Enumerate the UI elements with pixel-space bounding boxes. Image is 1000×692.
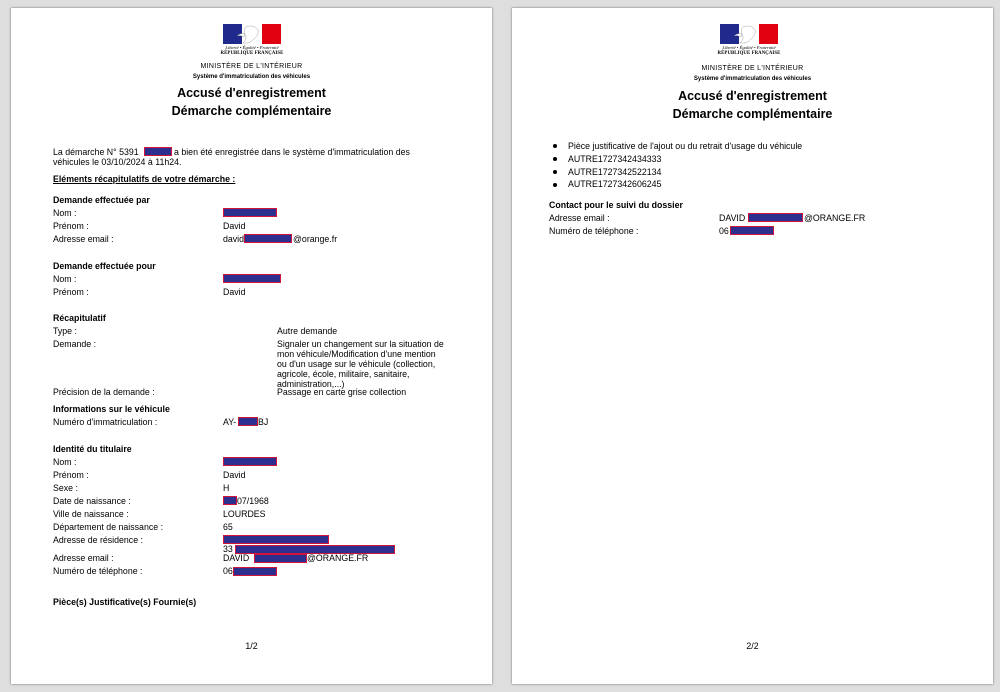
holder-nom-label: Nom : [53, 457, 77, 467]
list-item: AUTRE1727342522134 [542, 166, 802, 179]
intro-line-1a: La démarche N° 5391 [53, 147, 139, 157]
redaction [748, 213, 803, 222]
recap-heading: Récapitulatif [53, 313, 106, 323]
requested-by-prenom-label: Prénom : [53, 221, 89, 231]
contact-email-suffix: @ORANGE.FR [804, 213, 866, 223]
redaction [223, 274, 281, 283]
recap-demande-line: mon véhicule/Modification d'une mention [277, 349, 436, 359]
contact-phone-prefix: 06 [719, 226, 729, 236]
vehicle-immat-label: Numéro d'immatriculation : [53, 417, 158, 427]
recap-precision-value: Passage en carte grise collection [277, 387, 407, 397]
holder-dept-value: 65 [223, 522, 233, 532]
marianne-logo: Liberté • Égalité • Fraternité RÉPUBLIQUE FRANÇAISE [717, 24, 781, 64]
contact-phone-label: Numéro de téléphone : [549, 226, 639, 236]
vehicle-heading: Informations sur le véhicule [53, 404, 170, 414]
french-flag-icon [223, 24, 281, 44]
recap-type-label: Type : [53, 326, 77, 336]
recap-demande-line: administration,...) [277, 379, 345, 389]
document-title: Accusé d'enregistrement [678, 89, 827, 103]
holder-address-label: Adresse de résidence : [53, 535, 143, 545]
intro-line-1b: a bien été enregistrée dans le système d'immatriculation des [174, 147, 410, 157]
redaction [233, 567, 277, 576]
vehicle-immat-suffix: BJ [258, 417, 269, 427]
docs-heading: Pièce(s) Justificative(s) Fournie(s) [53, 597, 197, 607]
holder-dept-label: Département de naissance : [53, 522, 164, 532]
requested-by-email-prefix: david [223, 234, 245, 244]
holder-dob-value: 07/1968 [237, 496, 269, 506]
recap-type-value: Autre demande [277, 326, 338, 336]
document-subtitle: Démarche complémentaire [171, 104, 332, 118]
holder-phone-label: Numéro de téléphone : [53, 566, 143, 576]
holder-sexe-value: H [223, 483, 230, 493]
requested-for-heading: Demande effectuée pour [53, 261, 156, 271]
holder-email-prefix: DAVID [223, 553, 250, 563]
redaction [223, 208, 277, 217]
contact-email-prefix: DAVID [719, 213, 746, 223]
redaction [223, 535, 329, 544]
vehicle-immat-prefix: AY- [223, 417, 237, 427]
page-number: 1/2 [245, 641, 258, 651]
document-page-1 [11, 8, 492, 684]
requested-by-email-label: Adresse email : [53, 234, 114, 244]
recap-demande-line: ou d'un usage sur le véhicule (collection, [277, 359, 436, 369]
contact-heading: Contact pour le suivi du dossier [549, 200, 683, 210]
holder-dob-label: Date de naissance : [53, 496, 131, 506]
contact-email-label: Adresse email : [549, 213, 610, 223]
documents-list [542, 140, 802, 191]
document-subtitle: Démarche complémentaire [672, 107, 833, 121]
list-item: AUTRE1727342434333 [542, 153, 802, 166]
holder-city-value: LOURDES [223, 509, 266, 519]
holder-email-suffix: @ORANGE.FR [307, 553, 369, 563]
document-page-2 [512, 8, 993, 684]
redaction [244, 234, 292, 243]
requested-by-prenom-value: David [223, 221, 246, 231]
system-label: Système d'immatriculation des véhicules [693, 76, 812, 82]
intro-line-2: véhicules le 03/10/2024 à 11h24. [53, 157, 182, 167]
marianne-logo: Liberté • Égalité • Fraternité RÉPUBLIQUE FRANÇAISE [220, 24, 284, 64]
holder-heading: Identité du titulaire [53, 444, 132, 454]
list-item: AUTRE1727342606245 [542, 178, 802, 191]
holder-city-label: Ville de naissance : [53, 509, 129, 519]
document-title: Accusé d'enregistrement [177, 86, 326, 100]
summary-heading: Eléments récapitulatifs de votre démarche : [53, 174, 236, 184]
redaction [730, 226, 774, 235]
recap-precision-label: Précision de la demande : [53, 387, 155, 397]
ministry-label: MINISTÈRE DE L'INTÉRIEUR [200, 63, 303, 70]
requested-for-prenom-value: David [223, 287, 246, 297]
redaction [254, 554, 307, 563]
system-label: Système d'immatriculation des véhicules [192, 74, 311, 80]
holder-phone-prefix: 06 [223, 566, 233, 576]
holder-email-label: Adresse email : [53, 553, 114, 563]
holder-prenom-value: David [223, 470, 246, 480]
redaction [144, 147, 172, 156]
list-item: Pièce justificative de l'ajout ou du retrait d'usage du véhicule [542, 140, 802, 153]
ministry-label: MINISTÈRE DE L'INTÉRIEUR [701, 65, 804, 72]
redaction [238, 417, 258, 426]
holder-address-line2-prefix: 33 [223, 544, 233, 554]
holder-prenom-label: Prénom : [53, 470, 89, 480]
requested-by-heading: Demande effectuée par [53, 195, 150, 205]
requested-by-nom-label: Nom : [53, 208, 77, 218]
requested-for-prenom-label: Prénom : [53, 287, 89, 297]
page-number: 2/2 [746, 641, 759, 651]
requested-by-email-suffix: @orange.fr [293, 234, 338, 244]
recap-demande-label: Demande : [53, 339, 97, 349]
holder-sexe-label: Sexe : [53, 483, 78, 493]
recap-demande-line: Signaler un changement sur la situation de [277, 339, 444, 349]
french-flag-icon [720, 24, 778, 44]
requested-for-nom-label: Nom : [53, 274, 77, 284]
redaction [223, 457, 277, 466]
recap-demande-line: agricole, école, militaire, sanitaire, [277, 369, 410, 379]
redaction [223, 496, 237, 505]
